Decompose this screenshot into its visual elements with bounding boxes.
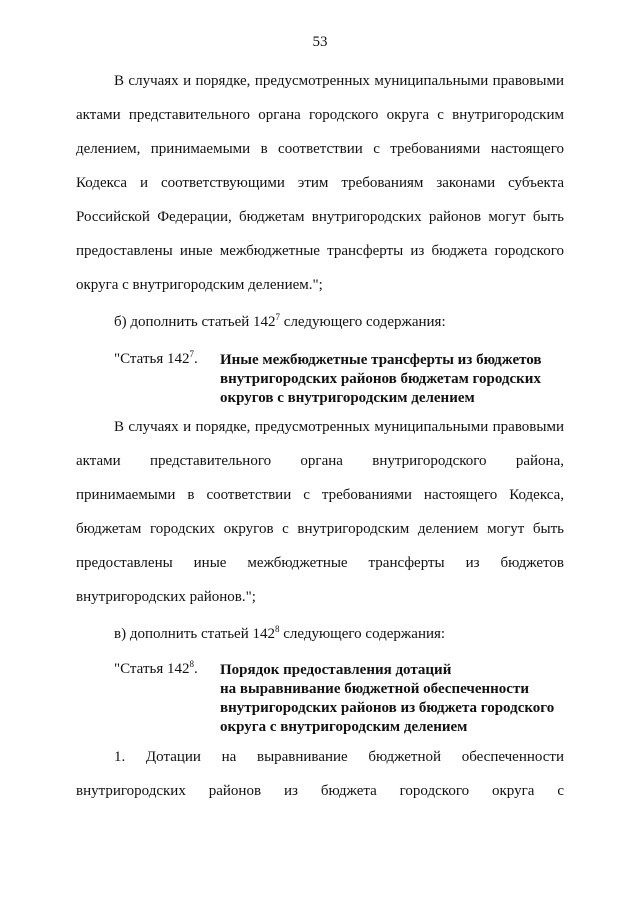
article-title-line: на выравнивание бюджетной обеспеченности [220, 681, 529, 697]
amendment-item-text: в) дополнить статьей 142 [114, 626, 275, 642]
article-title-line: внутригородских районов из бюджета городского [220, 700, 555, 716]
amendment-item-b [114, 314, 446, 331]
paragraph-line: бюджетам городских округов с внутригородским делением могут быть [76, 521, 564, 537]
article-title [220, 661, 574, 737]
paragraph-line: делением, принимаемыми в соответствии с требованиями настоящего [76, 141, 564, 157]
paragraph-2 [76, 410, 564, 614]
amendment-item-v [114, 626, 445, 643]
paragraph-line: Кодекса и соответствующими этим требованиям законами субъекта [76, 175, 564, 191]
paragraph-3 [76, 740, 564, 808]
article-label-sup: 7 [189, 349, 194, 359]
paragraph-line: предоставлены иные межбюджетные трансферты из бюджета городского [76, 243, 564, 259]
paragraph-line: актами представительного органа городского округа с внутригородским [76, 107, 564, 123]
amendment-item-tail: следующего содержания: [279, 626, 446, 642]
article-label-tail: . [193, 661, 198, 677]
article-label [114, 661, 198, 678]
paragraph-line: В случаях и порядке, предусмотренных муниципальными правовыми [114, 419, 564, 435]
article-title [220, 351, 574, 408]
article-title-line: Иные межбюджетные трансферты из бюджетов [220, 352, 542, 368]
article-label-tail: . [193, 351, 198, 367]
article-label-text: "Статья 142 [114, 351, 190, 367]
amendment-item-text: б) дополнить статьей 142 [114, 314, 276, 330]
article-label [114, 351, 198, 368]
paragraph-line: внутригородских районов."; [76, 589, 256, 605]
article-title-line: внутригородских районов бюджетам городских [220, 371, 541, 387]
paragraph-line: 1. Дотации на выравнивание бюджетной обеспеченности [114, 749, 564, 765]
amendment-item-sup: 7 [275, 312, 281, 322]
amendment-item-tail: следующего содержания: [280, 314, 446, 330]
article-title-line: округов с внутригородским делением [220, 390, 475, 406]
article-title-line: округа с внутригородским делением [220, 719, 468, 735]
article-title-line: Порядок предоставления дотаций [220, 662, 452, 678]
paragraph-1 [76, 64, 564, 302]
article-label-sup: 8 [189, 659, 194, 669]
paragraph-line: Российской Федерации, бюджетам внутригородских районов могут быть [76, 209, 564, 225]
article-label-text: "Статья 142 [114, 661, 190, 677]
page-number: 53 [312, 34, 328, 50]
paragraph-line: В случаях и порядке, предусмотренных муниципальными правовыми [114, 73, 564, 89]
amendment-item-sup: 8 [274, 624, 280, 634]
paragraph-line: внутригородских районов из бюджета городского округа с [76, 783, 564, 799]
paragraph-line: актами представительного органа внутригородского района, [76, 453, 564, 469]
paragraph-line: предоставлены иные межбюджетные трансферты из бюджетов [76, 555, 564, 571]
paragraph-line: принимаемыми в соответствии с требованиями настоящего Кодекса, [76, 487, 564, 503]
paragraph-line: округа с внутригородским делением."; [76, 277, 323, 293]
